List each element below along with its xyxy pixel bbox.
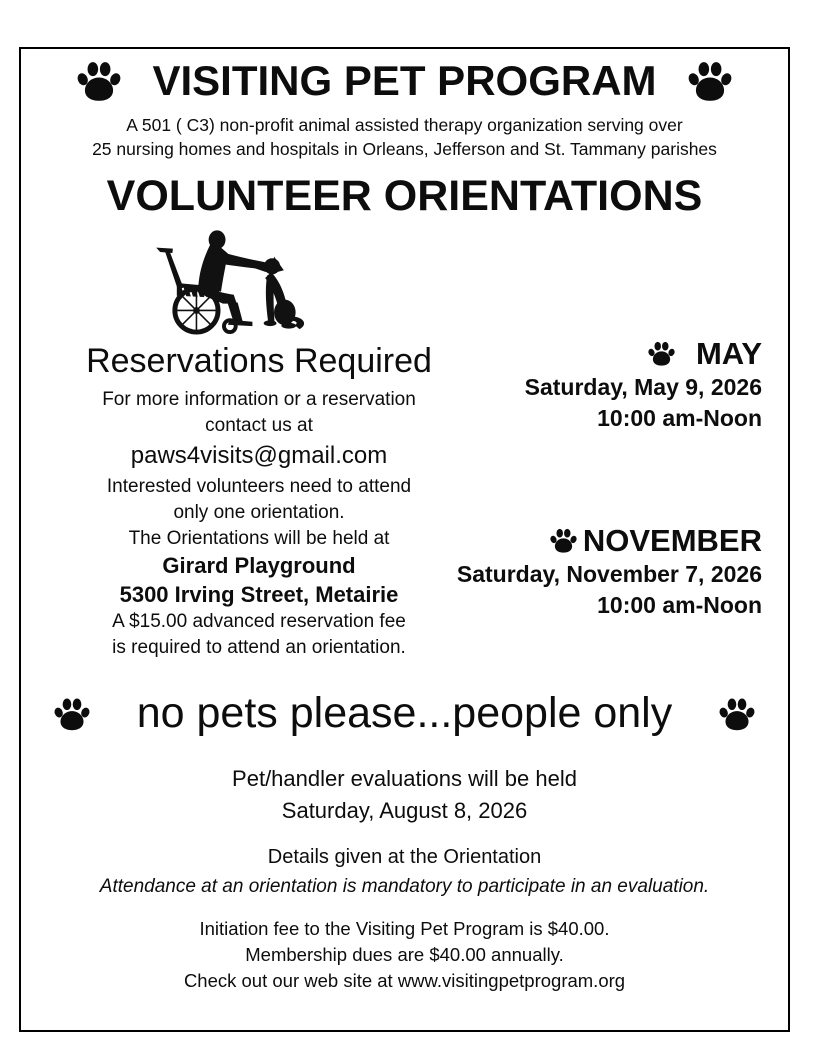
session-time: 10:00 am-Noon xyxy=(597,592,762,619)
evaluation-line: Pet/handler evaluations will be held xyxy=(232,766,577,791)
organization-subtitle xyxy=(21,113,788,161)
session-month: MAY xyxy=(695,336,762,371)
header xyxy=(21,57,788,105)
subtitle-line: 25 nursing homes and hospitals in Orleans, Jefferson and St. Tammany parishes xyxy=(92,139,717,160)
membership-dues-line: Membership dues are $40.00 annually. xyxy=(245,944,564,966)
session-date: Saturday, November 7, 2026 xyxy=(456,560,762,587)
info-line: For more information or a reservation xyxy=(102,389,416,410)
initiation-fee-line: Initiation fee to the Visiting Pet Program is $40.00. xyxy=(199,917,610,939)
page-title: VISITING PET PROGRAM xyxy=(152,57,657,104)
no-pets-text: no pets please...people only xyxy=(136,689,673,737)
orientations-heading: VOLUNTEER ORIENTATIONS xyxy=(106,172,703,220)
venue-address: 5300 Irving Street, Metairie xyxy=(119,582,399,608)
info-line: contact us at xyxy=(205,414,313,436)
no-pets-banner xyxy=(21,689,788,738)
session-month-heading xyxy=(402,523,762,559)
website-line: Check out our web site at www.visitingpetprogram.org xyxy=(183,970,626,992)
mandatory-note: Attendance at an orientation is mandatory to participate in an evaluation. xyxy=(99,875,710,897)
session-date: Saturday, May 9, 2026 xyxy=(524,373,762,400)
details-line: Details given at the Orientation xyxy=(267,845,542,868)
evaluations-section xyxy=(21,763,788,995)
subtitle-line: A 501 ( C3) non-profit animal assisted therapy organization serving over xyxy=(126,115,683,135)
session-november xyxy=(402,523,762,622)
footer xyxy=(21,916,788,995)
attend-line: Interested volunteers need to attend xyxy=(106,476,412,498)
paw-print-icon xyxy=(718,696,756,732)
paw-print-icon xyxy=(53,696,91,732)
attend-line: only one orientation. xyxy=(173,502,345,524)
held-at-line: The Orientations will be held at xyxy=(128,527,390,549)
fee-line: A $15.00 advanced reservation fee xyxy=(112,611,406,633)
paw-print-icon xyxy=(76,59,122,103)
wheelchair-dog-illustration xyxy=(126,227,316,335)
reservations-heading: Reservations Required xyxy=(86,342,432,380)
session-time: 10:00 am-Noon xyxy=(597,405,762,432)
paw-print-icon xyxy=(549,527,578,554)
session-month-heading xyxy=(402,336,762,372)
paw-print-icon xyxy=(687,59,733,103)
flyer-sheet xyxy=(19,47,790,1032)
venue-name: Girard Playground xyxy=(162,553,356,579)
sessions-section xyxy=(402,336,762,622)
fee-line: is required to attend an orientation. xyxy=(112,637,406,659)
paw-print-icon xyxy=(647,340,676,367)
session-may xyxy=(402,336,762,435)
session-month: NOVEMBER xyxy=(582,523,762,559)
contact-email: paws4visits@gmail.com xyxy=(130,442,388,470)
evaluation-date: Saturday, August 8, 2026 xyxy=(281,797,528,823)
